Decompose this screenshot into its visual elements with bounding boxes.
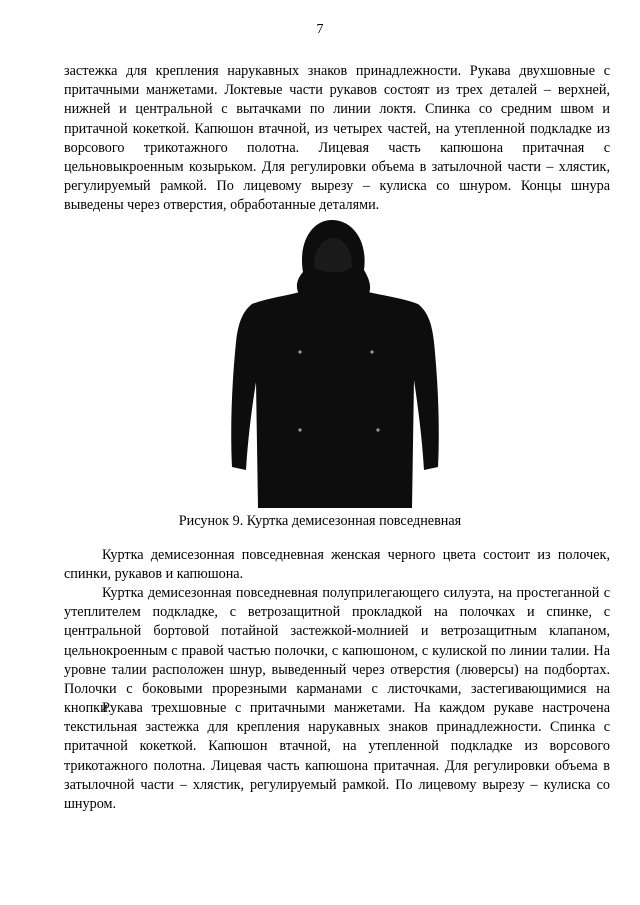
page-number: 7 (316, 22, 324, 37)
body-paragraph-2: Куртка демисезонная повседневная полуприлегающего силуэта, на простеганной с утеплителем подкладке, с ветрозащитной прокладкой на полочках и спинке, с центральной бортовой потайной застежкой-молнией и ветрозащитным клапаном, цельнокроенным с правой частью полочки, с капюшоном, с кулиской по линии талии. На уровне талии расположен шнур, выведенный через отверстия (люверсы) на подбортах. Полочки с боковыми прорезными карманами с листочками, застегивающимися на кнопки. (64, 585, 610, 717)
body-paragraph-1: Куртка демисезонная повседневная женская черного цвета состоит из полочек, спинки, рукавов и капюшона. (64, 547, 610, 583)
figure-caption: Рисунок 9. Куртка демисезонная повседневная (178, 513, 462, 529)
jacket-figure (200, 212, 460, 517)
intro-paragraph: застежка для крепления нарукавных знаков принадлежности. Рукава двухшовные с притачными манжетами. Локтевые части рукавов состоят из трех деталей – верхней, нижней и центральной с вытачками по линии локтя. Спинка со средним швом и притачной кокеткой. Капюшон втачной, из четырех частей, на утепленной подкладке из ворсового трикотажного полотна. Лицевая часть капюшона притачная с цельновыкроенным козырьком. Для регулировки объема в затылочной части – хлястик, регулируемый рамкой. По лицевому вырезу – кулиска со шнуром. Концы шнура выведены через отверстия, обработанные деталями. (64, 63, 610, 214)
jacket-photo-icon (200, 212, 460, 517)
body-paragraph-3: Рукава трехшовные с притачными манжетами. На каждом рукаве настрочена текстильная застежка для крепления нарукавных знаков принадлежности. Спинка с притачной кокеткой. Капюшон втачной, на утепленной подкладке из ворсового трикотажного полотна. Лицевая часть капюшона притачная. Для регулировки объема в затылочной части – хлястик, регулируемый рамкой. По лицевому вырезу – кулиска со шнуром. (64, 700, 610, 813)
